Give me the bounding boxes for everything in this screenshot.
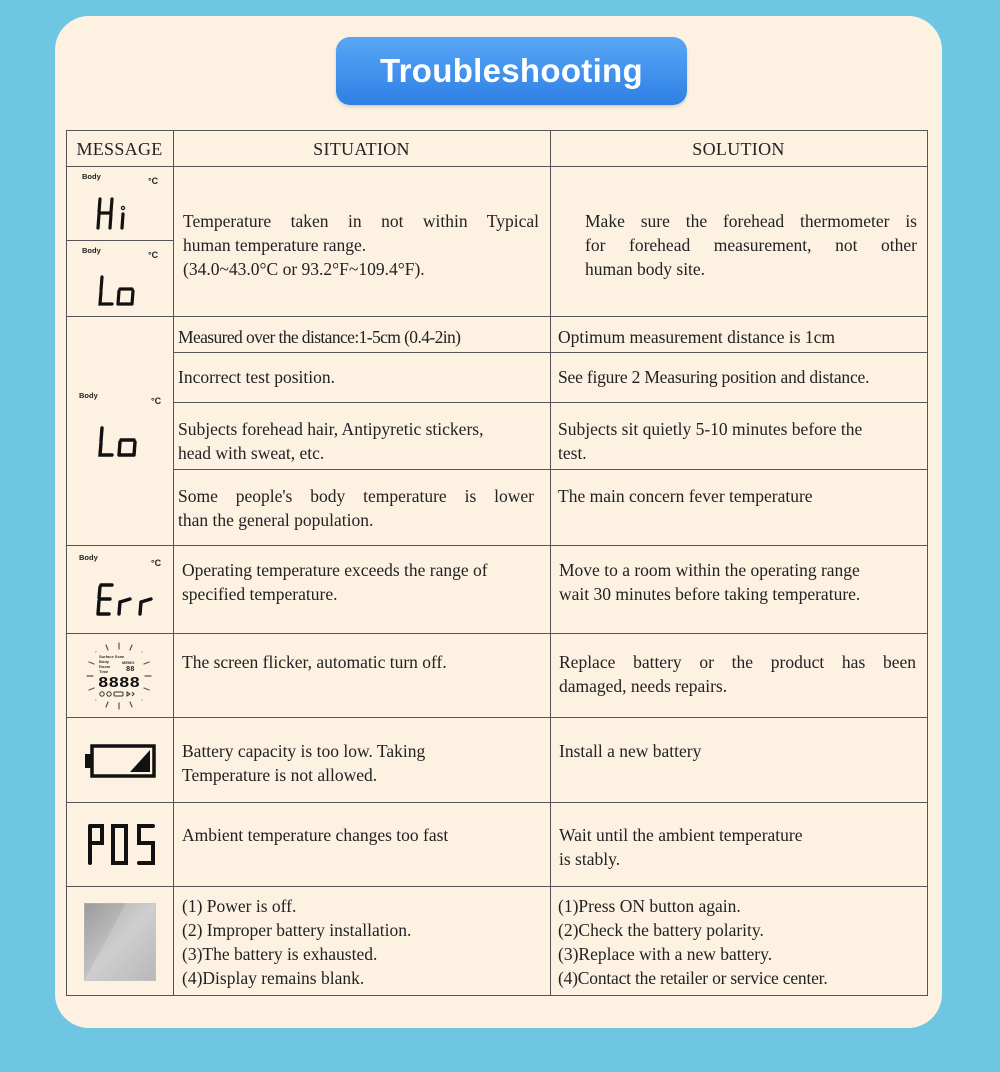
- solution-text: damaged, needs repairs.: [559, 676, 728, 696]
- solution-text: (2)Check the battery polarity.: [558, 920, 764, 940]
- solution-text: human body site.: [585, 259, 706, 279]
- lcd-demo-digits: 8888: [98, 675, 140, 692]
- table-border-line: [66, 717, 928, 718]
- svg-text:Room: Room: [99, 664, 111, 669]
- situation-text: (2) Improper battery installation.: [182, 920, 412, 940]
- svg-text:Body: Body: [99, 659, 109, 664]
- table-border-line: [550, 130, 551, 996]
- situation-text: Incorrect test position.: [178, 367, 335, 387]
- lcd-pos-icon: [86, 822, 158, 868]
- lcd-full-display-icon: [86, 642, 152, 710]
- solution-text: (1)Press ON button again.: [558, 896, 741, 916]
- table-border-line: [173, 130, 174, 996]
- solution-text: (3)Replace with a new battery.: [558, 944, 773, 964]
- svg-text:Surface Scan: Surface Scan: [99, 654, 125, 659]
- svg-text:88: 88: [126, 666, 135, 674]
- table-border-line: [66, 240, 173, 241]
- situation-text: head with sweat, etc.: [178, 443, 325, 463]
- table-border-line: [66, 886, 928, 887]
- solution-text: for forehead measurement, not other: [585, 235, 917, 255]
- situation-text: Some people's body temperature is lower: [178, 486, 534, 506]
- situation-text: Operating temperature exceeds the range of: [182, 560, 488, 580]
- table-border-line: [66, 995, 928, 996]
- low-battery-icon: [84, 744, 158, 778]
- lcd-celsius-label: °C: [151, 396, 162, 406]
- blank-screen-icon: [84, 903, 156, 981]
- situation-text: Ambient temperature changes too fast: [182, 825, 449, 845]
- situation-text: Subjects forehead hair, Antipyretic stickers,: [178, 419, 484, 439]
- solution-text: Make sure the forehead thermometer is: [585, 211, 917, 231]
- situation-text: specified temperature.: [182, 584, 338, 604]
- lcd-body-label: Body: [79, 553, 98, 562]
- table-border-line: [66, 316, 928, 317]
- lcd-lo-icon: [98, 425, 140, 459]
- table-border-line: [927, 130, 928, 996]
- situation-text: Temperature taken in not within Typical: [183, 211, 539, 231]
- solution-text: Optimum measurement distance is 1cm: [558, 327, 836, 347]
- situation-text: The screen flicker, automatic turn off.: [182, 652, 447, 672]
- lcd-body-label: Body: [79, 391, 98, 400]
- header-situation: SITUATION: [313, 139, 410, 159]
- table-border-line: [66, 130, 67, 996]
- solution-text: Replace battery or the product has been: [559, 652, 916, 672]
- table-border-line: [66, 130, 928, 131]
- situation-text: Temperature is not allowed.: [182, 765, 378, 785]
- table-border-line: [66, 545, 928, 546]
- situation-text: Measured over the distance:1-5cm (0.4-2in): [178, 327, 461, 347]
- situation-text: (3)The battery is exhausted.: [182, 944, 378, 964]
- header-solution: SOLUTION: [692, 139, 785, 159]
- lcd-celsius-label: °C: [151, 558, 162, 568]
- solution-text: The main concern fever temperature: [558, 486, 813, 506]
- solution-text: (4)Contact the retailer or service center.: [558, 968, 828, 988]
- situation-text: than the general population.: [178, 510, 374, 530]
- solution-text: Wait until the ambient temperature: [559, 825, 803, 845]
- lcd-celsius-label: °C: [148, 250, 159, 260]
- lcd-err-icon: [96, 582, 158, 618]
- lcd-celsius-label: °C: [148, 176, 159, 186]
- situation-text: human temperature range.: [183, 235, 367, 255]
- table-border-line: [66, 802, 928, 803]
- table-border-line: [66, 166, 928, 167]
- solution-text: Subjects sit quietly 5-10 minutes before the: [558, 419, 863, 439]
- solution-text: test.: [558, 443, 587, 463]
- situation-text: (34.0~43.0°C or 93.2°F~109.4°F).: [183, 259, 425, 279]
- solution-text: Move to a room within the operating range: [559, 560, 860, 580]
- header-message: MESSAGE: [76, 139, 163, 159]
- situation-text: Battery capacity is too low. Taking: [182, 741, 426, 761]
- table-border-line: [66, 633, 928, 634]
- svg-text:Time: Time: [99, 669, 109, 674]
- lcd-lo-icon: [98, 274, 138, 308]
- solution-text: is stably.: [559, 849, 621, 869]
- solution-text: Install a new battery: [559, 741, 702, 761]
- situation-text: (4)Display remains blank.: [182, 968, 365, 988]
- svg-text:MEMO: MEMO: [122, 660, 135, 665]
- page-title: Troubleshooting: [336, 37, 687, 105]
- solution-text: See figure 2 Measuring position and distance.: [558, 367, 870, 387]
- lcd-body-label: Body: [82, 172, 101, 181]
- solution-text: wait 30 minutes before taking temperature.: [559, 584, 861, 604]
- lcd-hi-icon: [96, 196, 130, 232]
- lcd-body-label: Body: [82, 246, 101, 255]
- situation-text: (1) Power is off.: [182, 896, 297, 916]
